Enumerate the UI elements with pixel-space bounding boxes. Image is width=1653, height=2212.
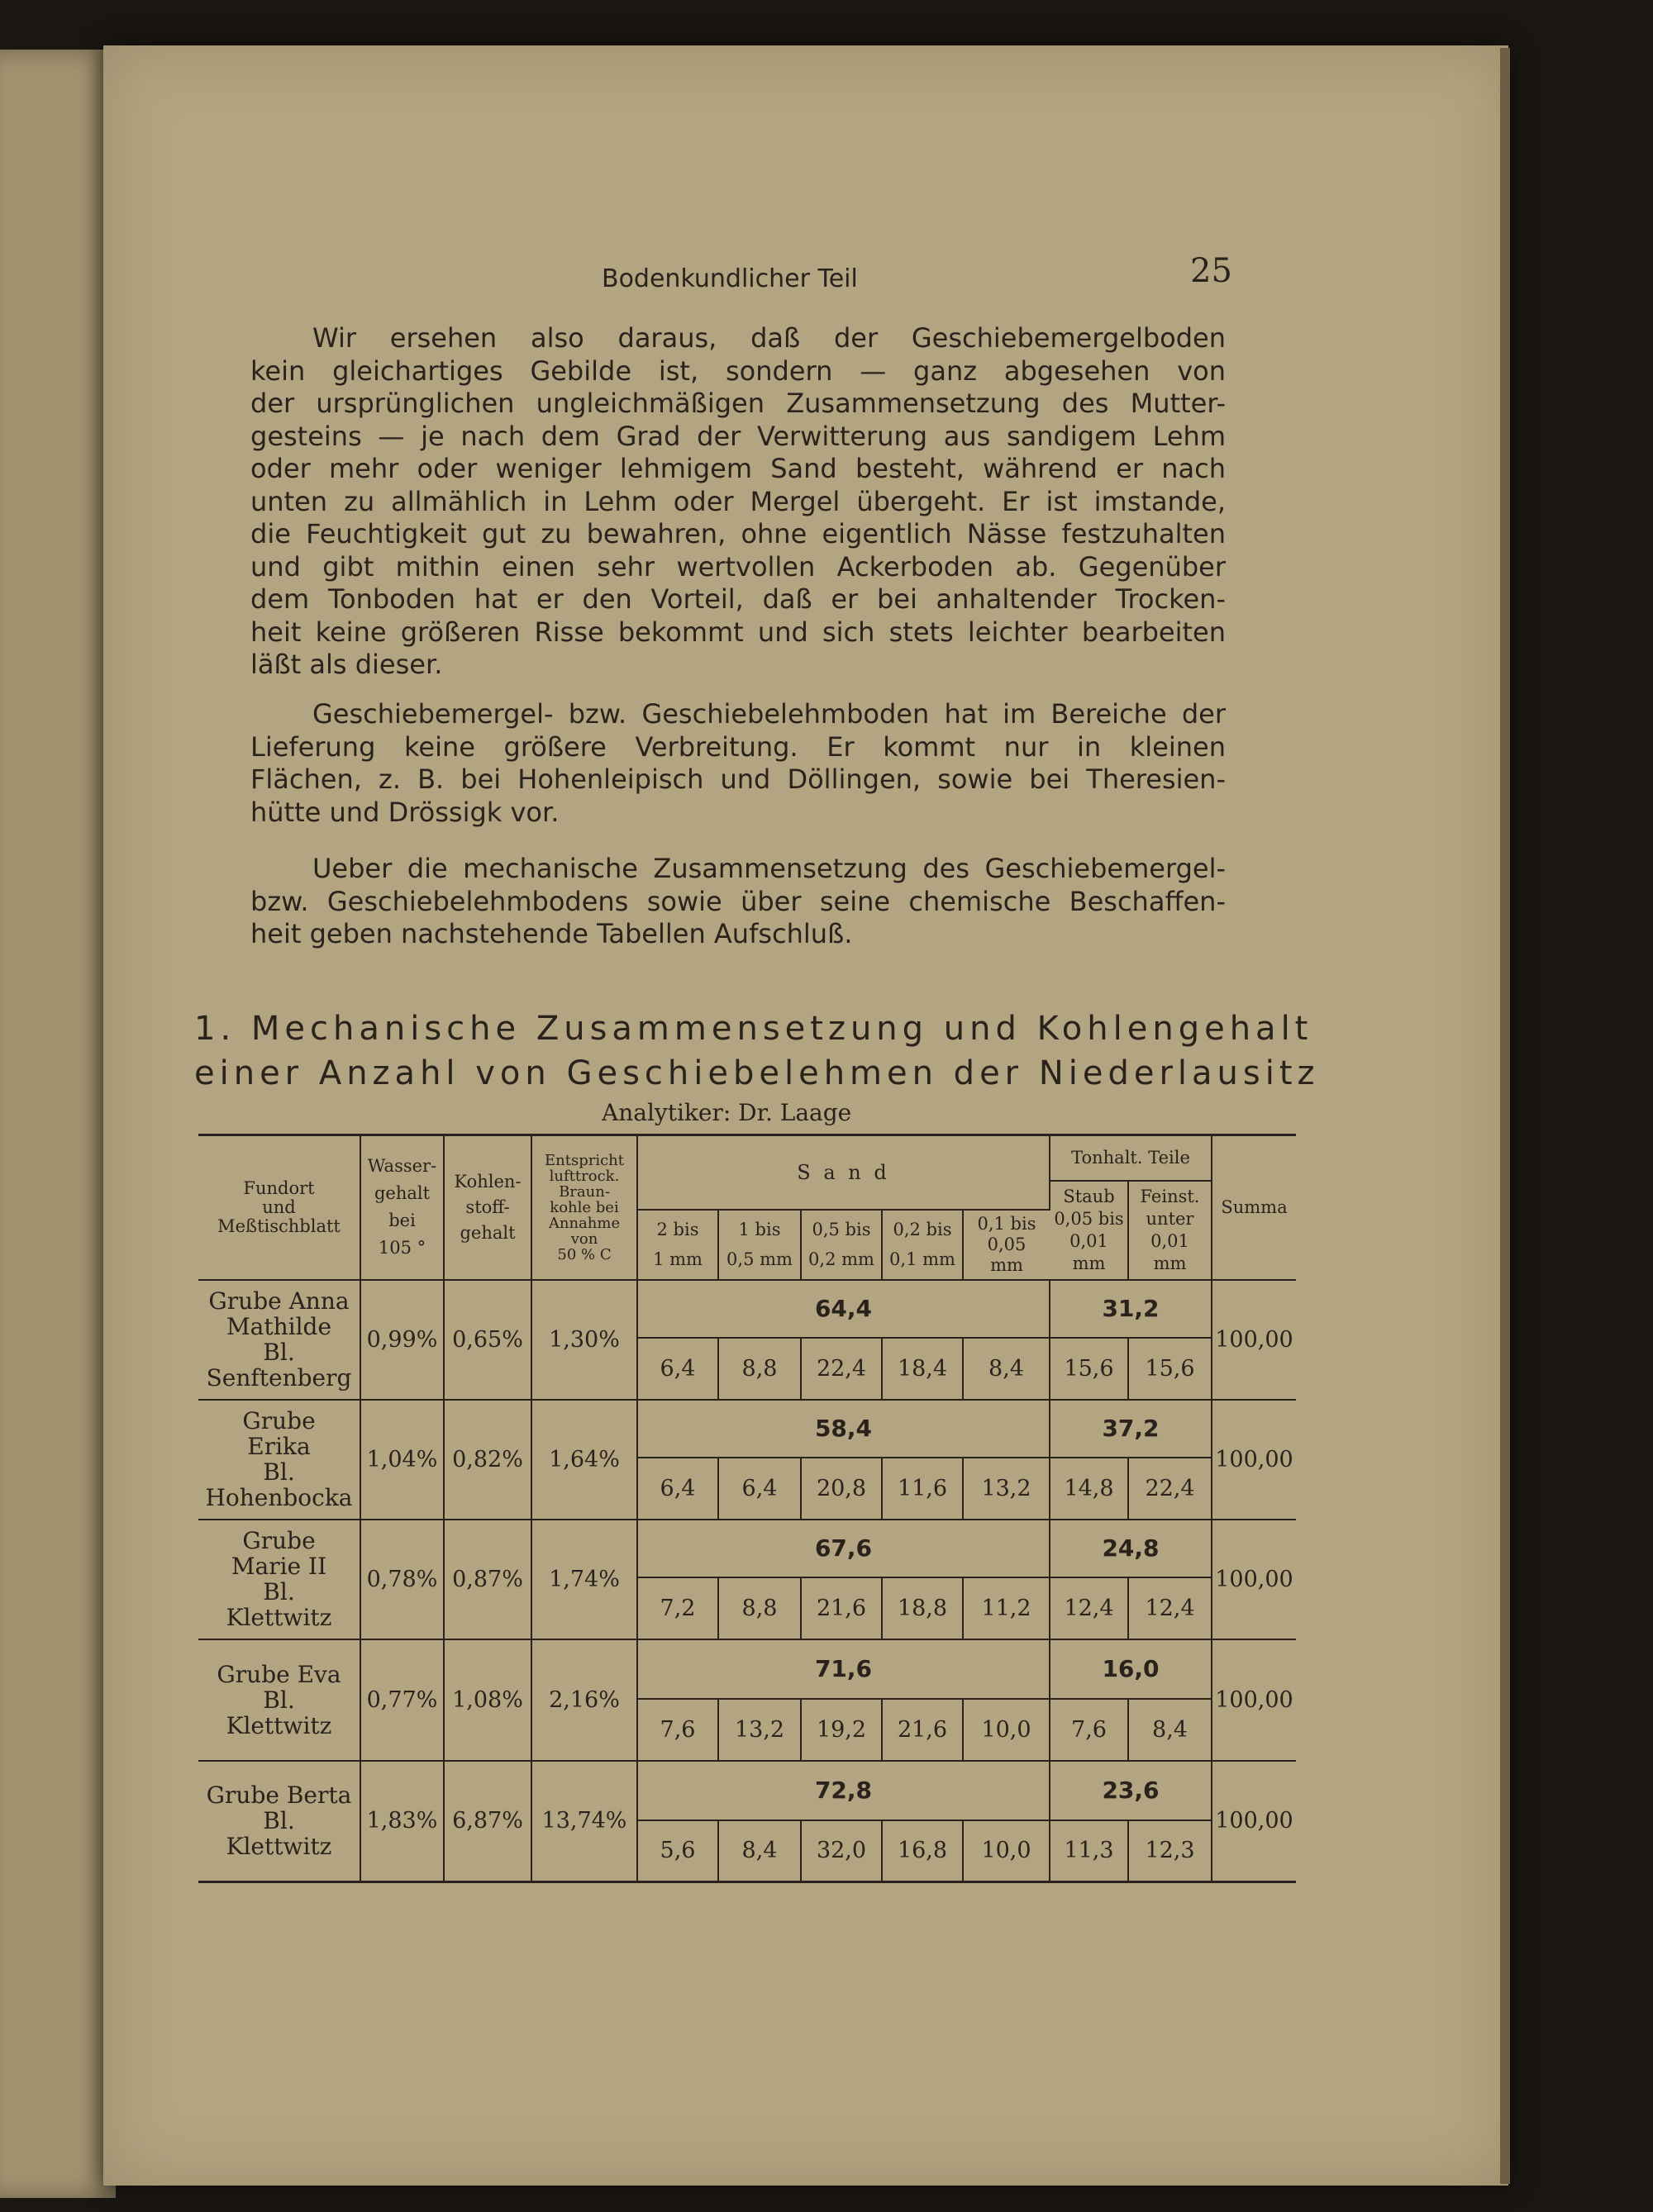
header-line: stoff- bbox=[465, 1196, 510, 1217]
table-caption bbox=[194, 1006, 1320, 1096]
staub-cell: 12,4 bbox=[1050, 1577, 1128, 1639]
fundort-line: Bl. bbox=[263, 1807, 295, 1835]
braunkohle-cell: 13,74% bbox=[531, 1761, 637, 1882]
header-line: Meßtischblatt bbox=[217, 1215, 341, 1236]
fundort-line: Hohenbocka bbox=[205, 1484, 353, 1511]
header-sand-fraction bbox=[801, 1210, 882, 1280]
paragraph-line: Geschiebemergel- bzw. Geschiebelehmboden hat im Bereiche der bbox=[312, 698, 1226, 730]
fundort-line: Senftenberg bbox=[206, 1364, 352, 1391]
paragraph-line: bzw. Geschiebelehmbodens sowie über seine chemische Beschaffen- bbox=[250, 885, 1226, 917]
header-line: Kohlen- bbox=[454, 1171, 522, 1192]
wassergehalt-cell: 0,99% bbox=[360, 1280, 444, 1400]
fundort-line: Grube Eva bbox=[217, 1660, 341, 1688]
sand-total-cell: 67,6 bbox=[637, 1520, 1050, 1577]
soil-composition-table bbox=[198, 1134, 1296, 1883]
fundort-line: Bl. bbox=[263, 1339, 295, 1366]
header-line: 0,1 bis bbox=[977, 1213, 1036, 1234]
header-line: 0,1 mm bbox=[889, 1249, 955, 1269]
header-line: mm bbox=[1072, 1253, 1106, 1273]
staub-cell: 7,6 bbox=[1050, 1699, 1128, 1761]
braunkohle-cell: 1,64% bbox=[531, 1400, 637, 1520]
paragraph-line: unten zu allmählich in Lehm oder Mergel übergeht. Er ist imstande, bbox=[250, 485, 1226, 517]
header-line: von bbox=[570, 1230, 598, 1248]
paragraph-line: der ursprünglichen ungleichmäßigen Zusammensetzung des Mutter- bbox=[250, 388, 1226, 419]
wassergehalt-cell: 1,83% bbox=[360, 1761, 444, 1882]
paragraph-line: Ueber die mechanische Zusammensetzung des Geschiebemergel- bbox=[312, 853, 1226, 884]
kohlenstoffgehalt-cell: 0,87% bbox=[444, 1520, 531, 1639]
sand-fraction-cell: 22,4 bbox=[801, 1338, 882, 1400]
staub-cell: 15,6 bbox=[1050, 1338, 1128, 1400]
sand-fraction-cell: 20,8 bbox=[801, 1458, 882, 1520]
sand-fraction-cell: 11,6 bbox=[882, 1458, 963, 1520]
sand-fraction-cell: 6,4 bbox=[637, 1338, 718, 1400]
sand-fraction-cell: 10,0 bbox=[963, 1820, 1050, 1882]
header-sand: S a n d bbox=[637, 1135, 1050, 1210]
paragraph-2 bbox=[250, 698, 1226, 829]
running-header-title: Bodenkundlicher Teil bbox=[602, 264, 858, 293]
feinst-cell: 12,4 bbox=[1128, 1577, 1212, 1639]
sand-total-cell: 72,8 bbox=[637, 1761, 1050, 1820]
sand-fraction-cell: 11,2 bbox=[963, 1577, 1050, 1639]
paragraph-line: hütte und Drössigk vor. bbox=[250, 796, 560, 828]
header-line: 1 mm bbox=[653, 1249, 703, 1269]
header-line: lufttrock. bbox=[549, 1167, 620, 1185]
header-feinst bbox=[1128, 1181, 1212, 1280]
wassergehalt-cell: 0,77% bbox=[360, 1639, 444, 1761]
fundort-line: Bl. bbox=[263, 1458, 295, 1486]
fundort-line: Bl. bbox=[263, 1578, 295, 1605]
header-kohlenstoffgehalt bbox=[444, 1135, 531, 1280]
header-line: 0,5 mm bbox=[726, 1249, 793, 1269]
sand-fraction-cell: 21,6 bbox=[882, 1699, 963, 1761]
fundort-line: Mathilde bbox=[226, 1313, 332, 1340]
page-edge-shadow bbox=[1500, 48, 1510, 2184]
header-line: 105 ° bbox=[378, 1238, 426, 1258]
header-line: gehalt bbox=[460, 1222, 516, 1243]
ton-total-cell: 23,6 bbox=[1050, 1761, 1212, 1820]
fundort-line: Bl. bbox=[263, 1686, 295, 1714]
header-line: Feinst. bbox=[1140, 1186, 1200, 1206]
header-sand-fraction bbox=[637, 1210, 718, 1280]
sand-fraction-cell: 5,6 bbox=[637, 1820, 718, 1882]
fundort-line: Marie II bbox=[231, 1553, 327, 1580]
header-line: 50 % C bbox=[557, 1245, 612, 1263]
header-line: 0,05 bis bbox=[1054, 1208, 1124, 1229]
table-caption-line-2: einer Anzahl von Geschiebelehmen der Niederlausitz bbox=[194, 1054, 1320, 1092]
header-fundort bbox=[198, 1135, 360, 1280]
fundort-line: Klettwitz bbox=[226, 1604, 332, 1631]
header-line: Staub bbox=[1063, 1186, 1115, 1206]
feinst-cell: 8,4 bbox=[1128, 1699, 1212, 1761]
page-number: 25 bbox=[1190, 252, 1232, 290]
kohlenstoffgehalt-cell: 6,87% bbox=[444, 1761, 531, 1882]
paragraph-line: und gibt mithin einen sehr wertvollen Ackerboden ab. Gegenüber bbox=[250, 550, 1226, 583]
paragraph-line: die Feuchtigkeit gut zu bewahren, ohne eigentlich Nässe festzuhalten bbox=[250, 518, 1226, 549]
sand-fraction-cell: 13,2 bbox=[718, 1699, 801, 1761]
braunkohle-cell: 1,30% bbox=[531, 1280, 637, 1400]
header-staub bbox=[1050, 1181, 1128, 1280]
header-line: Braun- bbox=[559, 1182, 610, 1201]
header-line: 0,2 bis bbox=[893, 1220, 952, 1239]
sand-total-cell: 71,6 bbox=[637, 1639, 1050, 1699]
summa-cell: 100,00 bbox=[1212, 1280, 1296, 1400]
paragraph-line: läßt als dieser. bbox=[250, 649, 443, 680]
paragraph-3 bbox=[250, 853, 1226, 951]
fundort-line: Grube Anna bbox=[208, 1287, 350, 1315]
fundort-line: Klettwitz bbox=[226, 1711, 332, 1739]
fundort-cell bbox=[198, 1400, 360, 1520]
sand-fraction-cell: 8,8 bbox=[718, 1338, 801, 1400]
facing-page-edge bbox=[0, 50, 116, 2198]
fundort-line: Grube bbox=[242, 1527, 316, 1554]
sand-fraction-cell: 8,4 bbox=[963, 1338, 1050, 1400]
sand-fraction-cell: 16,8 bbox=[882, 1820, 963, 1882]
header-line: bei bbox=[388, 1211, 416, 1231]
feinst-cell: 22,4 bbox=[1128, 1458, 1212, 1520]
ton-total-cell: 16,0 bbox=[1050, 1639, 1212, 1699]
header-line: Entspricht bbox=[545, 1151, 624, 1169]
sand-fraction-cell: 8,4 bbox=[718, 1820, 801, 1882]
ton-total-cell: 31,2 bbox=[1050, 1280, 1212, 1338]
paragraph-line: gesteins — je nach dem Grad der Verwitterung aus sandigem Lehm bbox=[250, 420, 1226, 452]
header-line: unter bbox=[1146, 1208, 1194, 1229]
header-line: Annahme bbox=[548, 1214, 621, 1232]
summa-cell: 100,00 bbox=[1212, 1639, 1296, 1761]
sand-fraction-cell: 8,8 bbox=[718, 1577, 801, 1639]
header-tonhalt: Tonhalt. Teile bbox=[1050, 1135, 1212, 1181]
kohlenstoffgehalt-cell: 0,65% bbox=[444, 1280, 531, 1400]
header-line: gehalt bbox=[374, 1183, 431, 1204]
staub-cell: 11,3 bbox=[1050, 1820, 1128, 1882]
sand-fraction-cell: 6,4 bbox=[637, 1458, 718, 1520]
table-caption-line-1: 1. Mechanische Zusammensetzung und Kohlengehalt bbox=[194, 1010, 1313, 1048]
summa-cell: 100,00 bbox=[1212, 1761, 1296, 1882]
sand-fraction-cell: 21,6 bbox=[801, 1577, 882, 1639]
sand-fraction-cell: 32,0 bbox=[801, 1820, 882, 1882]
paragraph-line: Lieferung keine größere Verbreitung. Er kommt nur in kleinen bbox=[250, 730, 1226, 763]
header-line: 0,2 mm bbox=[808, 1249, 874, 1269]
header-wassergehalt bbox=[360, 1135, 444, 1280]
header-sand-fraction bbox=[882, 1210, 963, 1280]
paragraph-line: kein gleichartiges Gebilde ist, sondern — ganz abgesehen von bbox=[250, 354, 1226, 387]
kohlenstoffgehalt-cell: 1,08% bbox=[444, 1639, 531, 1761]
fundort-line: Erika bbox=[247, 1433, 311, 1460]
braunkohle-cell: 2,16% bbox=[531, 1639, 637, 1761]
paragraph-line: heit geben nachstehende Tabellen Aufschluß. bbox=[250, 918, 853, 949]
header-line: mm bbox=[1153, 1253, 1187, 1273]
feinst-cell: 15,6 bbox=[1128, 1338, 1212, 1400]
header-braunkohle bbox=[531, 1135, 637, 1280]
header-line: 0,05 bbox=[987, 1234, 1027, 1254]
braunkohle-cell: 1,74% bbox=[531, 1520, 637, 1639]
header-summa: Summa bbox=[1212, 1135, 1296, 1280]
sand-fraction-cell: 6,4 bbox=[718, 1458, 801, 1520]
fundort-cell bbox=[198, 1280, 360, 1400]
ton-total-cell: 24,8 bbox=[1050, 1520, 1212, 1577]
summa-cell: 100,00 bbox=[1212, 1520, 1296, 1639]
header-sand-fraction bbox=[963, 1210, 1050, 1280]
summa-cell: 100,00 bbox=[1212, 1400, 1296, 1520]
sand-fraction-cell: 18,4 bbox=[882, 1338, 963, 1400]
paragraph-1 bbox=[250, 322, 1226, 682]
sand-total-cell: 64,4 bbox=[637, 1280, 1050, 1338]
paragraph-line: Wir ersehen also daraus, daß der Geschiebemergelboden bbox=[312, 322, 1226, 354]
header-line: 0,5 bis bbox=[812, 1220, 871, 1239]
table-analyst: Analytiker: Dr. Laage bbox=[602, 1099, 852, 1126]
header-line: 0,01 bbox=[1150, 1230, 1189, 1251]
feinst-cell: 12,3 bbox=[1128, 1820, 1212, 1882]
sand-fraction-cell: 7,6 bbox=[637, 1699, 718, 1761]
header-line: kohle bei bbox=[550, 1198, 619, 1216]
wassergehalt-cell: 0,78% bbox=[360, 1520, 444, 1639]
sand-fraction-cell: 19,2 bbox=[801, 1699, 882, 1761]
fundort-cell bbox=[198, 1520, 360, 1639]
sand-fraction-cell: 10,0 bbox=[963, 1699, 1050, 1761]
header-line: und bbox=[262, 1196, 296, 1217]
sand-fraction-cell: 18,8 bbox=[882, 1577, 963, 1639]
fundort-line: Grube bbox=[242, 1407, 316, 1434]
fundort-cell bbox=[198, 1639, 360, 1761]
fundort-cell bbox=[198, 1761, 360, 1882]
fundort-line: Grube Berta bbox=[206, 1781, 352, 1810]
header-line: 1 bis bbox=[738, 1220, 781, 1239]
sand-total-cell: 58,4 bbox=[637, 1400, 1050, 1458]
header-line: 2 bis bbox=[656, 1220, 699, 1239]
sand-fraction-cell: 13,2 bbox=[963, 1458, 1050, 1520]
staub-cell: 14,8 bbox=[1050, 1458, 1128, 1520]
kohlenstoffgehalt-cell: 0,82% bbox=[444, 1400, 531, 1520]
paragraph-line: Flächen, z. B. bei Hohenleipisch und Döllingen, sowie bei Theresien- bbox=[250, 763, 1226, 795]
ton-total-cell: 37,2 bbox=[1050, 1400, 1212, 1458]
header-line: Fundort bbox=[243, 1177, 315, 1198]
sand-fraction-cell: 7,2 bbox=[637, 1577, 718, 1639]
header-line: 0,01 bbox=[1069, 1230, 1108, 1251]
fundort-line: Klettwitz bbox=[226, 1833, 332, 1861]
header-sand-fraction bbox=[718, 1210, 801, 1280]
header-line: Wasser- bbox=[367, 1156, 437, 1177]
header-line: mm bbox=[990, 1254, 1023, 1275]
wassergehalt-cell: 1,04% bbox=[360, 1400, 444, 1520]
paragraph-line: heit keine größeren Risse bekommt und sich stets leichter bearbeiten bbox=[250, 616, 1226, 648]
paragraph-line: oder mehr oder weniger lehmigem Sand besteht, während er nach bbox=[250, 453, 1226, 484]
paragraph-line: dem Tonboden hat er den Vorteil, daß er bei anhaltender Trocken- bbox=[250, 583, 1226, 615]
